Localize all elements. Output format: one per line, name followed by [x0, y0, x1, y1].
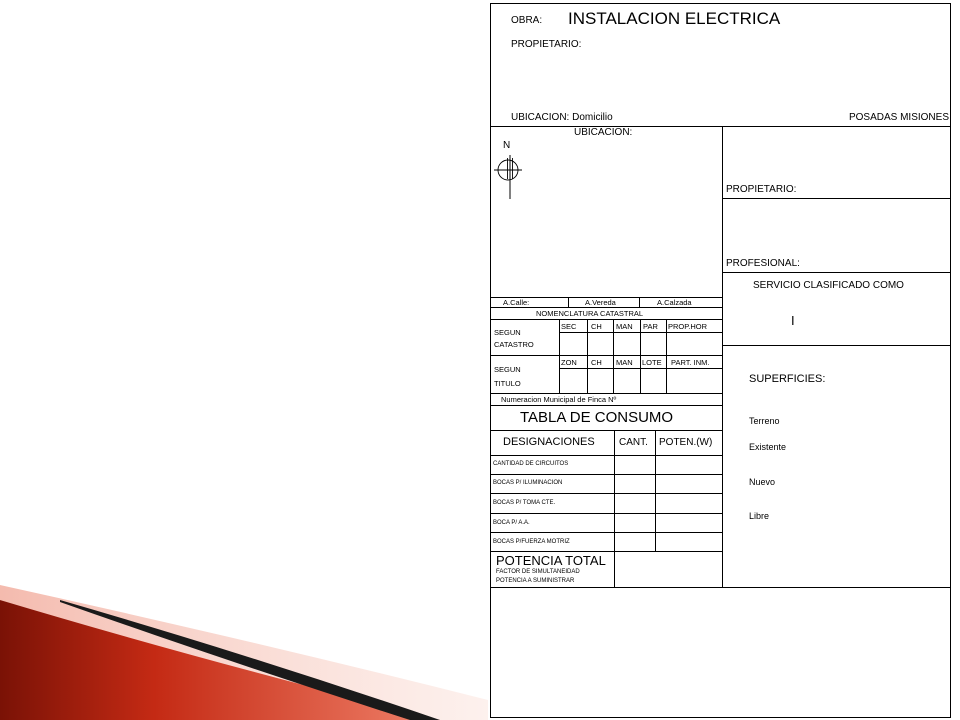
consumo-header-designaciones: DESIGNACIONES	[503, 436, 595, 448]
north-arrow-icon	[494, 155, 522, 201]
consumo-row-toma: BOCAS P/ TOMA CTE.	[493, 500, 556, 506]
right-propietario-label: PROPIETARIO:	[726, 184, 797, 195]
consumo-row-circuitos: CANTIDAD DE CIRCUITOS	[493, 461, 569, 467]
potencia-total-title: POTENCIA TOTAL	[496, 553, 606, 568]
factor-simultaneidad: FACTOR DE SIMULTANEIDAD	[496, 569, 580, 575]
vereda-label: A.Vereda	[585, 298, 616, 307]
plano-sheet	[490, 3, 951, 718]
catastro-col-man: MAN	[616, 322, 633, 331]
header-location: POSADAS MISIONES	[848, 112, 949, 123]
widths-bottom-line	[491, 307, 722, 308]
consumo-header-poten: POTEN.(W)	[659, 437, 713, 448]
catastro-label-1: SEGUN	[494, 328, 521, 337]
obra-label: OBRA:	[511, 15, 543, 26]
bottom-section-divider	[491, 587, 950, 588]
titulo-col-zon: ZON	[561, 358, 577, 367]
superficie-nuevo: Nuevo	[749, 477, 776, 487]
potencia-suministrar: POTENCIA A SUMINISTRAR	[496, 578, 575, 584]
titulo-col-man: MAN	[616, 358, 633, 367]
catastro-bottom-line	[491, 355, 722, 356]
calle-label: A.Calle:	[503, 298, 530, 307]
catastro-col-sec: SEC	[561, 322, 577, 331]
numeracion-label: Numeracion Municipal de Finca Nº	[501, 395, 617, 404]
consumo-row-iluminacion: BOCAS P/ ILUMINACION	[493, 480, 563, 486]
consumo-title: TABLA DE CONSUMO	[520, 409, 674, 426]
profesional-label: PROFESIONAL:	[726, 258, 800, 269]
catastro-col-prop-hor: PROP.HOR	[668, 322, 708, 331]
calzada-label: A.Calzada	[657, 298, 692, 307]
superficie-existente: Existente	[749, 442, 787, 452]
titulo-label-1: SEGUN	[494, 365, 521, 374]
north-label: N	[503, 140, 511, 151]
superficie-terreno: Terreno	[749, 416, 780, 426]
ubicacion-title: UBICACION:	[574, 127, 633, 138]
superficie-libre: Libre	[749, 511, 770, 521]
consumo-header-cant: CANT.	[619, 437, 648, 448]
catastro-col-par: PAR	[643, 322, 658, 331]
consumo-row-aa: BOCA P/ A.A.	[493, 520, 530, 526]
titulo-label-2: TITULO	[494, 379, 521, 388]
titulo-col-ch: CH	[591, 358, 602, 367]
catastro-label-2: CATASTRO	[494, 340, 534, 349]
titulo-bottom-line	[491, 393, 722, 394]
obra-value: INSTALACION ELECTRICA	[568, 9, 781, 28]
consumo-row-fuerza-motriz: BOCAS P/FUERZA MOTRIZ	[493, 539, 570, 545]
catastro-col-ch: CH	[591, 322, 602, 331]
header-ubicacion-label: UBICACION: Domicilio	[511, 112, 613, 123]
nomenclatura-title: NOMENCLATURA CATASTRAL	[536, 309, 644, 318]
superficies-title: SUPERFICIES:	[749, 373, 826, 385]
titulo-col-part-inm: PART. INM.	[671, 358, 710, 367]
servicio-value: I	[791, 313, 795, 328]
servicio-label: SERVICIO CLASIFICADO COMO	[753, 280, 904, 291]
header-divider	[491, 126, 950, 127]
titulo-col-lote: LOTE	[642, 358, 662, 367]
header-propietario-label: PROPIETARIO:	[511, 39, 582, 50]
column-divider	[722, 126, 723, 587]
